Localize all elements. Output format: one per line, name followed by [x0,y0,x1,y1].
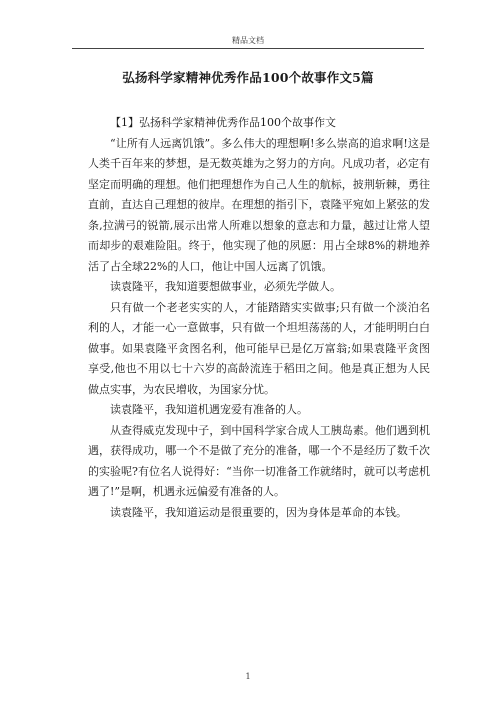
paragraph-4: 读袁隆平，我知道机遇宠爱有准备的人。 [110,403,308,416]
paragraph-3: 只有做一个老老实实的人，才能踏踏实实做事;只有做一个淡泊名利的人，才能一心一意做事，只有做一个坦坦荡荡的人，才能明明白白做事。如果袁隆平贪图名利，他可能早已是亿万富翁;如果袁隆平贪图享受,他也不用以七十六岁的高龄流连于稻田之间。他是真正想为人民做点实事，为农民增收，为国家分忧。 [88,300,430,396]
paragraph-5: 从查得威克发现中子，到中国科学家合成人工胰岛素。他们遇到机遇，获得成功，哪一个不是做了充分的准备，哪一个不是经历了数千次的实验呢?有位名人说得好：“当你一切准备工作就绪时，就可以考虑机遇了!”是啊，机遇永远偏爱有准备的人。 [88,423,430,498]
document-title: 弘扬科学家精神优秀作品100个故事作文5篇 [122,70,374,85]
paragraph-6: 读袁隆平，我知道运动是很重要的，因为身体是革命的本钱。 [110,505,407,519]
document-body [88,113,430,523]
header-divider [72,48,424,49]
section-heading: 【1】弘扬科学家精神优秀作品100个故事作文 [110,116,336,129]
paragraph-2: 读袁隆平，我知道要想做事业，必须先学做人。 [110,280,341,293]
paragraph-1: “让所有人远离饥饿”。多么伟大的理想啊!多么崇高的追求啊!这是人类千百年来的梦想，是无数英雄为之努力的方向。凡成功者，必定有坚定而明确的理想。他们把理想作为自己人生的航标，披荆斩棘，勇往直前，直达自己理想的彼岸。在理想的指引下，袁隆平宛如上紧弦的发条,拉满弓的锐箭,展示出常人所难以想象的意志和力量，越过让常人望而却步的艰难险阻。终于，他实现了他的夙愿：用占全球8%的耕地养活了占全球22%的人口，他让中国人远离了饥饿。 [88,136,430,273]
page-number: 1 [245,672,251,681]
page-header-label: 精品文档 [232,36,264,45]
